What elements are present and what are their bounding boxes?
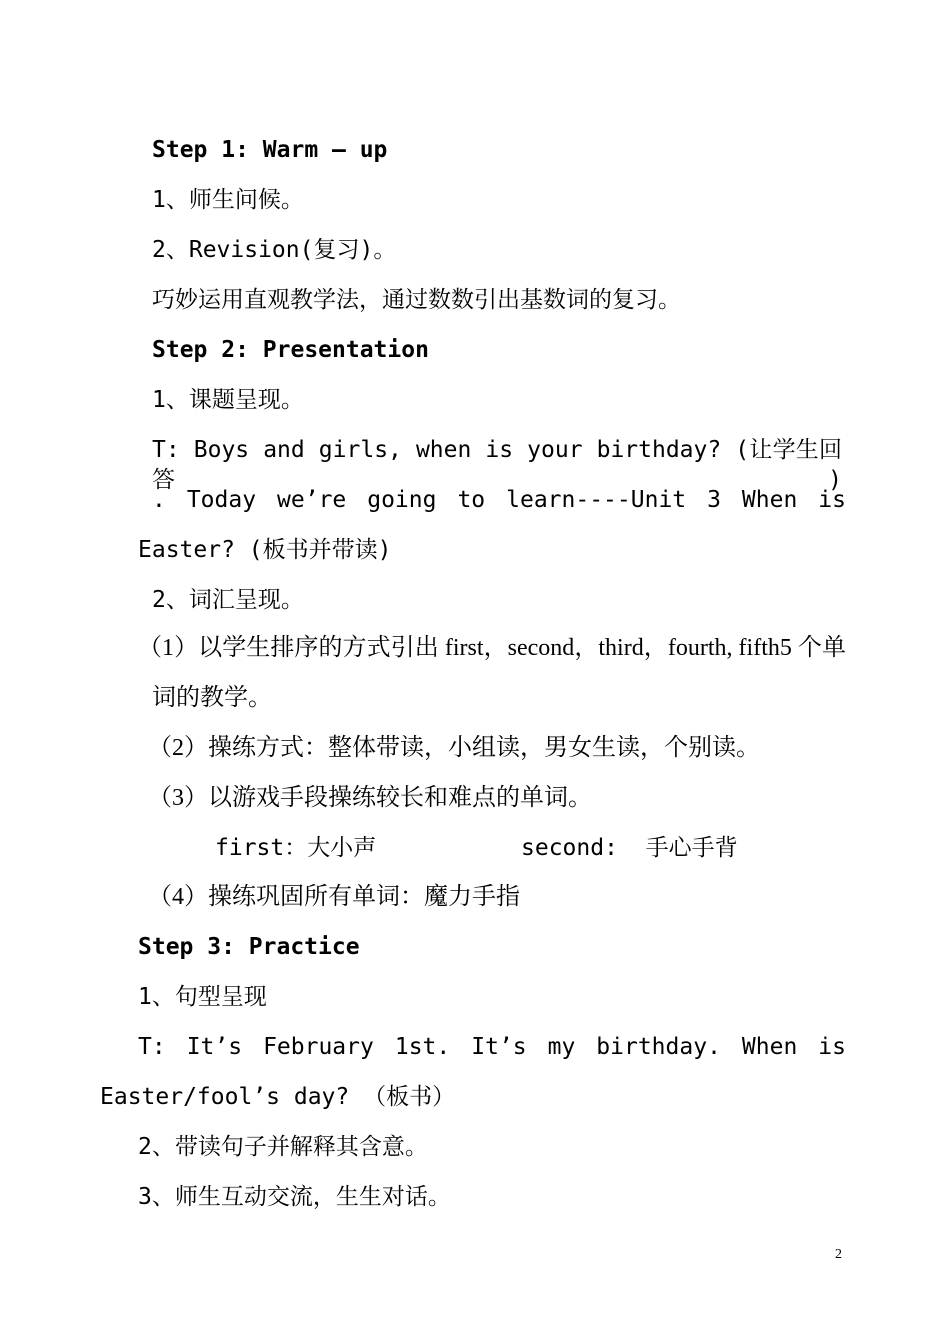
text-line: first：大小声 xyxy=(215,835,377,861)
text-line: 2、词汇呈现。 xyxy=(152,587,304,613)
step2-heading: Step 2: Presentation xyxy=(152,337,429,363)
text-line: Easter/fool’s day? （板书） xyxy=(100,1084,456,1110)
page-number: 2 xyxy=(835,1247,842,1262)
text-line: 1、句型呈现 xyxy=(138,984,267,1010)
text-line: T: Boys and girls, when is your birthday? (让学生回答) xyxy=(152,437,842,493)
text-line: 1、课题呈现。 xyxy=(152,387,304,413)
text-line: 2、Revision(复习)。 xyxy=(152,237,397,263)
text-line: （2）操练方式：整体带读，小组读，男女生读，个别读。 xyxy=(148,735,760,761)
text-line: 2、带读句子并解释其含意。 xyxy=(138,1134,428,1160)
step1-heading: Step 1: Warm — up xyxy=(152,137,388,163)
text-line: （3）以游戏手段操练较长和难点的单词。 xyxy=(148,785,592,811)
step3-heading: Step 3: Practice xyxy=(138,934,360,960)
text-line: T: It’s February 1st. It’s my birthday. When is xyxy=(138,1034,846,1060)
text-line: （1）以学生排序的方式引出 first，second，third，fourth, fifth5 个单 xyxy=(138,635,846,661)
text-line: Easter? (板书并带读) xyxy=(138,537,392,563)
text-line: （4）操练巩固所有单词：魔力手指 xyxy=(148,884,520,910)
text-line: second: 手心手背 xyxy=(521,835,738,861)
text-line: . Today we’re going to learn----Unit 3 When is xyxy=(152,487,846,513)
text-line: 1、师生问候。 xyxy=(152,187,304,213)
text-line: 3、师生互动交流，生生对话。 xyxy=(138,1184,451,1210)
text-line: 巧妙运用直观教学法，通过数数引出基数词的复习。 xyxy=(152,287,681,313)
text-line: 词的教学。 xyxy=(152,685,272,711)
